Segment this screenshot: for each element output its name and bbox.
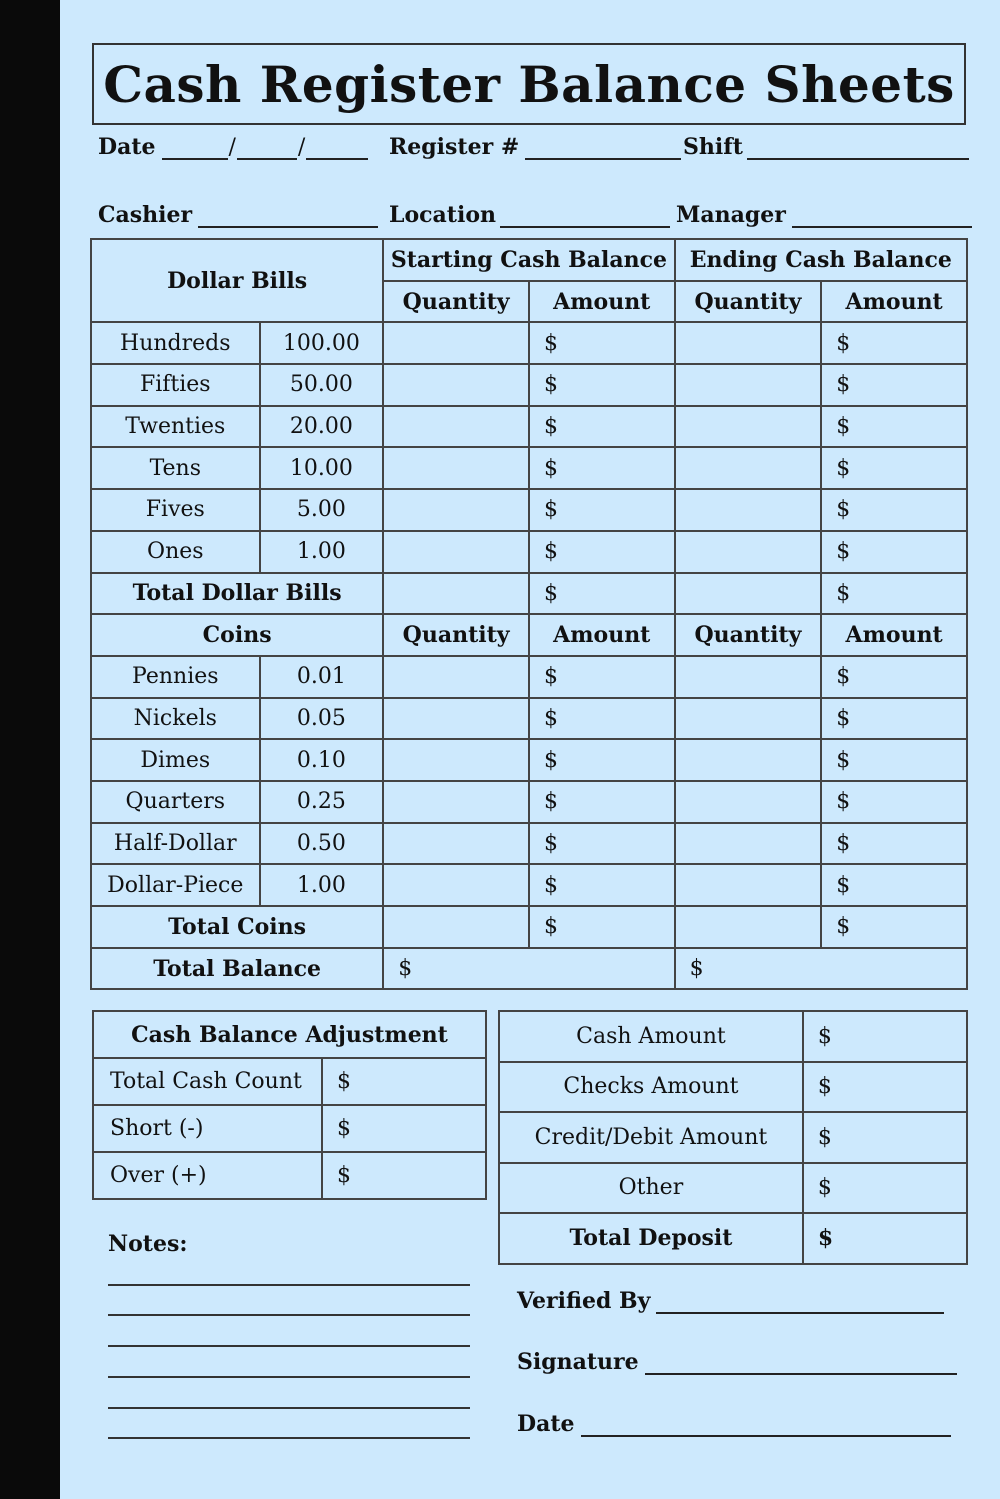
table-row-quarters [91, 781, 967, 823]
amount-header: Amount [529, 614, 675, 656]
starting-balance-header: Starting Cash Balance [383, 239, 674, 281]
start-amount-cell[interactable]: $ [529, 864, 675, 906]
end-amount-cell[interactable]: $ [821, 823, 967, 865]
date-field[interactable]: Date / / [98, 134, 368, 160]
table-row-dimes [91, 739, 967, 781]
denomination-value: 10.00 [260, 447, 384, 489]
location-field[interactable]: Location [389, 202, 670, 228]
end-amount-cell[interactable]: $ [821, 447, 967, 489]
coins-header-row [91, 614, 967, 656]
deposit-table [498, 1010, 968, 1265]
denomination-name: Ones [91, 531, 260, 573]
denomination-name: Quarters [91, 781, 260, 823]
start-amount-cell[interactable]: $ [529, 906, 675, 948]
adjustment-title: Cash Balance Adjustment [93, 1011, 486, 1058]
denomination-name: Tens [91, 447, 260, 489]
table-row-fives [91, 489, 967, 531]
register-field[interactable]: Register # [389, 134, 681, 160]
table-row-total-coins [91, 906, 967, 948]
adjustment-label: Short (-) [93, 1105, 322, 1152]
cashier-field[interactable]: Cashier [98, 202, 378, 228]
end-amount-cell[interactable]: $ [821, 781, 967, 823]
end-amount-cell[interactable]: $ [821, 489, 967, 531]
total-balance-label: Total Balance [91, 948, 383, 990]
cash-balance-table [90, 238, 968, 990]
end-amount-cell[interactable]: $ [821, 364, 967, 406]
table-row-ones [91, 531, 967, 573]
denomination-value: 0.10 [260, 739, 384, 781]
end-total-balance-cell[interactable]: $ [675, 948, 967, 990]
deposit-label: Credit/Debit Amount [499, 1112, 803, 1163]
end-amount-cell[interactable]: $ [821, 531, 967, 573]
total-deposit-amount-cell[interactable]: $ [803, 1213, 967, 1264]
end-amount-cell[interactable]: $ [821, 906, 967, 948]
denomination-value: 1.00 [260, 864, 384, 906]
page-title: Cash Register Balance Sheets [103, 54, 955, 114]
amount-header: Amount [821, 281, 967, 323]
notes-line[interactable] [108, 1284, 470, 1286]
denomination-value: 0.05 [260, 698, 384, 740]
start-amount-cell[interactable]: $ [529, 406, 675, 448]
deposit-label: Cash Amount [499, 1011, 803, 1062]
quantity-header: Quantity [383, 614, 529, 656]
denomination-name: Twenties [91, 406, 260, 448]
amount-header: Amount [821, 614, 967, 656]
denomination-value: 1.00 [260, 531, 384, 573]
notes-line[interactable] [108, 1345, 470, 1347]
table-row [499, 1112, 967, 1163]
denomination-name: Half-Dollar [91, 823, 260, 865]
start-amount-cell[interactable]: $ [529, 364, 675, 406]
end-amount-cell[interactable]: $ [821, 864, 967, 906]
deposit-amount-cell[interactable]: $ [803, 1062, 967, 1113]
end-amount-cell[interactable]: $ [821, 406, 967, 448]
cash-balance-adjustment-table [92, 1010, 487, 1200]
denomination-value: 20.00 [260, 406, 384, 448]
notes-label: Notes: [108, 1231, 188, 1257]
shift-field[interactable]: Shift [683, 134, 969, 160]
denomination-value: 0.50 [260, 823, 384, 865]
start-amount-cell[interactable]: $ [529, 489, 675, 531]
start-quantity-cell[interactable] [383, 489, 529, 531]
start-quantity-cell[interactable] [383, 447, 529, 489]
start-amount-cell[interactable]: $ [529, 823, 675, 865]
start-amount-cell[interactable]: $ [529, 781, 675, 823]
start-quantity-cell[interactable] [383, 781, 529, 823]
start-total-balance-cell[interactable]: $ [383, 948, 674, 990]
notes-line[interactable] [108, 1376, 470, 1378]
total-deposit-label: Total Deposit [499, 1213, 803, 1264]
end-quantity-cell[interactable] [675, 322, 822, 364]
table-row [93, 1152, 486, 1199]
end-quantity-cell[interactable] [675, 739, 822, 781]
total-dollar-bills-label: Total Dollar Bills [91, 573, 383, 615]
table-row [93, 1058, 486, 1105]
notes-line[interactable] [108, 1437, 470, 1439]
table-row-fifties [91, 364, 967, 406]
notes-line[interactable] [108, 1407, 470, 1409]
deposit-label: Checks Amount [499, 1062, 803, 1113]
start-quantity-cell[interactable] [383, 823, 529, 865]
notes-line[interactable] [108, 1314, 470, 1316]
table-row-half-dollar [91, 823, 967, 865]
deposit-amount-cell[interactable]: $ [803, 1163, 967, 1214]
start-amount-cell[interactable]: $ [529, 322, 675, 364]
manager-field[interactable]: Manager [676, 202, 972, 228]
denomination-name: Fives [91, 489, 260, 531]
ending-balance-header: Ending Cash Balance [675, 239, 967, 281]
start-amount-cell[interactable]: $ [529, 656, 675, 698]
denomination-name: Dimes [91, 739, 260, 781]
denomination-value: 5.00 [260, 489, 384, 531]
table-row-tens [91, 447, 967, 489]
end-amount-cell[interactable]: $ [821, 656, 967, 698]
start-quantity-cell[interactable] [383, 906, 529, 948]
end-quantity-cell[interactable] [675, 906, 822, 948]
end-quantity-cell[interactable] [675, 406, 822, 448]
dollar-bills-header: Dollar Bills [91, 239, 383, 322]
deposit-label: Other [499, 1163, 803, 1214]
quantity-header: Quantity [675, 281, 822, 323]
adjustment-amount-cell[interactable]: $ [322, 1058, 486, 1105]
deposit-amount-cell[interactable]: $ [803, 1011, 967, 1062]
end-quantity-cell[interactable] [675, 823, 822, 865]
end-amount-cell[interactable]: $ [821, 573, 967, 615]
table-row-total-bills [91, 573, 967, 615]
table-row-nickels [91, 698, 967, 740]
start-amount-cell[interactable]: $ [529, 573, 675, 615]
adjustment-label: Total Cash Count [93, 1058, 322, 1105]
table-row [499, 1062, 967, 1113]
denomination-value: 0.01 [260, 656, 384, 698]
adjustment-amount-cell[interactable]: $ [322, 1105, 486, 1152]
amount-header: Amount [529, 281, 675, 323]
end-quantity-cell[interactable] [675, 489, 822, 531]
denomination-name: Fifties [91, 364, 260, 406]
start-quantity-cell[interactable] [383, 531, 529, 573]
table-row-hundreds [91, 322, 967, 364]
table-row-twenties [91, 406, 967, 448]
start-quantity-cell[interactable] [383, 406, 529, 448]
start-quantity-cell[interactable] [383, 864, 529, 906]
end-quantity-cell[interactable] [675, 781, 822, 823]
table-row-dollar-piece [91, 864, 967, 906]
verification-date-field[interactable]: Date [517, 1411, 951, 1437]
quantity-header: Quantity [383, 281, 529, 323]
denomination-name: Hundreds [91, 322, 260, 364]
adjustment-amount-cell[interactable]: $ [322, 1152, 486, 1199]
denomination-value: 100.00 [260, 322, 384, 364]
start-quantity-cell[interactable] [383, 698, 529, 740]
signature-field[interactable]: Signature [517, 1349, 957, 1375]
end-quantity-cell[interactable] [675, 656, 822, 698]
deposit-amount-cell[interactable]: $ [803, 1112, 967, 1163]
verified-by-field[interactable]: Verified By [517, 1288, 944, 1314]
start-quantity-cell[interactable] [383, 739, 529, 781]
start-quantity-cell[interactable] [383, 364, 529, 406]
total-coins-label: Total Coins [91, 906, 383, 948]
start-amount-cell[interactable]: $ [529, 531, 675, 573]
end-amount-cell[interactable]: $ [821, 322, 967, 364]
start-amount-cell[interactable]: $ [529, 447, 675, 489]
table-row [499, 1163, 967, 1214]
coins-header: Coins [91, 614, 383, 656]
denomination-value: 0.25 [260, 781, 384, 823]
denomination-name: Dollar-Piece [91, 864, 260, 906]
book-spine [0, 0, 60, 1499]
end-quantity-cell[interactable] [675, 573, 822, 615]
table-row-total-balance [91, 948, 967, 990]
start-amount-cell[interactable]: $ [529, 739, 675, 781]
table-row [499, 1011, 967, 1062]
start-quantity-cell[interactable] [383, 573, 529, 615]
end-quantity-cell[interactable] [675, 698, 822, 740]
adjustment-label: Over (+) [93, 1152, 322, 1199]
start-quantity-cell[interactable] [383, 656, 529, 698]
denomination-name: Pennies [91, 656, 260, 698]
end-quantity-cell[interactable] [675, 447, 822, 489]
denomination-value: 50.00 [260, 364, 384, 406]
end-quantity-cell[interactable] [675, 531, 822, 573]
end-amount-cell[interactable]: $ [821, 698, 967, 740]
denomination-name: Nickels [91, 698, 260, 740]
end-amount-cell[interactable]: $ [821, 739, 967, 781]
table-row-pennies [91, 656, 967, 698]
start-amount-cell[interactable]: $ [529, 698, 675, 740]
end-quantity-cell[interactable] [675, 364, 822, 406]
table-row [499, 1213, 967, 1264]
start-quantity-cell[interactable] [383, 322, 529, 364]
title-box [92, 43, 966, 125]
end-quantity-cell[interactable] [675, 864, 822, 906]
table-row [93, 1105, 486, 1152]
quantity-header: Quantity [675, 614, 822, 656]
